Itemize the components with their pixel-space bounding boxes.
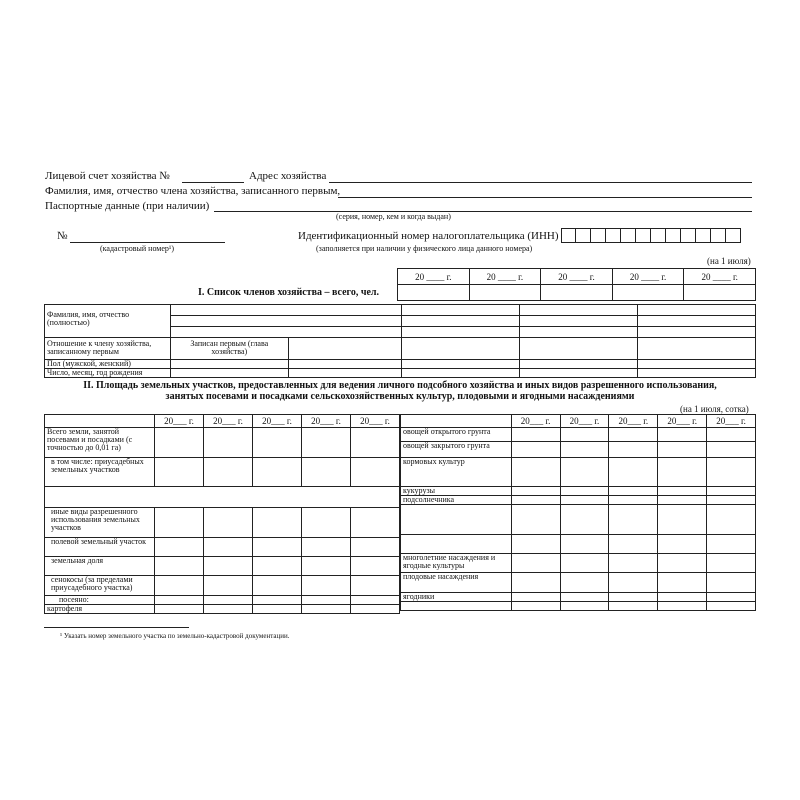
row-label-corn: кукурузы [401, 487, 512, 496]
row-label-fruit-plantings: плодовые насаждения [401, 573, 512, 593]
row-label-birth: Число, месяц, год рождения [45, 369, 171, 378]
row-label-open-vegetables: овощей открытого грунта [401, 428, 512, 442]
land-table-left [44, 414, 400, 614]
year-cell[interactable]: 20 ____ г. [541, 269, 613, 285]
address-label: Адрес хозяйства [249, 170, 327, 182]
footnote-rule [44, 627, 189, 628]
year-cell[interactable]: 20 ____ г. [398, 269, 470, 285]
year-cell[interactable]: 20___ г. [155, 415, 204, 428]
passport-field[interactable] [214, 211, 752, 212]
year-cell[interactable]: 20 ____ г. [684, 269, 756, 285]
year-cell[interactable]: 20 ____ г. [469, 269, 541, 285]
land-table-right [400, 414, 756, 611]
year-cell[interactable]: 20___ г. [253, 415, 302, 428]
section1-year-header [397, 268, 756, 301]
year-cell[interactable]: 20___ г. [609, 415, 658, 428]
row-label-field-plot: полевой земельный участок [45, 538, 155, 557]
section2-title-line1: II. Площадь земельных участков, предоставленных для ведения личного подсобного хозяйства и иных видов разрешенного использования, [83, 380, 717, 391]
year-cell[interactable]: 20___ г. [204, 415, 253, 428]
section2-date-note: (на 1 июля, сотка) [680, 404, 749, 414]
empty-row-label [401, 602, 512, 611]
row-label-sex: Пол (мужской, женский) [45, 360, 171, 369]
row-label-hayfields: сенокосы (за пределами приусадебного участка) [45, 576, 155, 596]
passport-label: Паспортные данные (при наличии) [45, 200, 210, 212]
year-cell[interactable]: 20___ г. [351, 415, 400, 428]
cadastral-hint: (кадастровый номер¹) [100, 244, 174, 253]
address-field[interactable] [329, 182, 752, 183]
relation-first-cell: Записан первым (глава хозяйства) [170, 338, 288, 360]
year-cell[interactable]: 20___ г. [707, 415, 756, 428]
row-label-sown: посеяно: [45, 596, 155, 605]
row-label-name: Фамилия, имя, отчество (полностью) [45, 305, 171, 338]
year-cell[interactable]: 20___ г. [511, 415, 560, 428]
section1-date-note: (на 1 июля) [707, 256, 751, 266]
row-label-total-land: Всего земли, занятой посевами и посадками (с точностью до 0,01 га) [45, 428, 155, 458]
inn-cells[interactable] [561, 228, 741, 243]
year-cell[interactable]: 20 ____ г. [612, 269, 684, 285]
inn-label: Идентификационный номер налогоплательщика (ИНН) [298, 230, 559, 242]
cadastral-number-field[interactable] [70, 242, 225, 243]
row-label-other-use: иные виды разрешенного использования земельных участков [45, 508, 155, 538]
row-label-greenhouse-vegetables: овощей закрытого грунта [401, 442, 512, 458]
number-sign: № [57, 230, 68, 242]
year-cell[interactable]: 20___ г. [560, 415, 609, 428]
row-label-sunflower: подсолнечника [401, 496, 512, 505]
row-label-relation: Отношение к члену хозяйства, записанному первым [45, 338, 171, 360]
account-label: Лицевой счет хозяйства № [45, 170, 170, 182]
account-number-field[interactable] [182, 182, 244, 183]
row-label-household-plots: в том числе: приусадебных земельных участков [45, 458, 155, 487]
section2-spacer-row [45, 487, 400, 508]
section1-title: I. Список членов хозяйства – всего, чел. [198, 287, 380, 298]
name-label: Фамилия, имя, отчество члена хозяйства, записанного первым, [45, 185, 341, 197]
footnote: ¹ Указать номер земельного участка по земельно-кадастровой документации. [60, 632, 290, 640]
row-label-land-share: земельная доля [45, 557, 155, 576]
inn-hint: (заполняется при наличии у физического лица данного номера) [316, 244, 533, 253]
passport-hint: (серия, номер, кем и когда выдан) [336, 212, 451, 221]
members-table [44, 304, 756, 378]
row-label-fodder-crops: кормовых культур [401, 458, 512, 487]
row-label-potatoes: картофеля [45, 605, 155, 614]
year-cell[interactable]: 20___ г. [658, 415, 707, 428]
row-label-berries: ягодники [401, 593, 512, 602]
empty-row-label [401, 505, 512, 535]
section2-title-line2: занятых посевами и посадками сельскохозяйственных культур, плодовыми и ягодными насаждениями [165, 391, 635, 402]
row-label-perennials: многолетние насаждения и ягодные культуры [401, 554, 512, 573]
empty-row-label [401, 535, 512, 554]
year-cell[interactable]: 20___ г. [302, 415, 351, 428]
name-field[interactable] [338, 197, 752, 198]
